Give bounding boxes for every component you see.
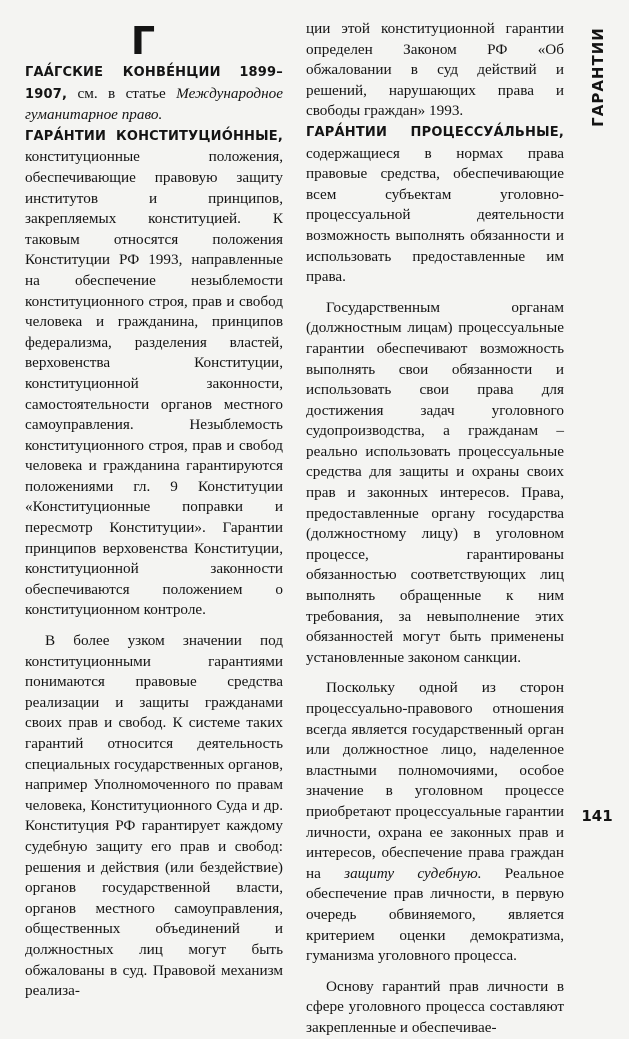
running-head-text: ГАРАНТИИ [589,27,608,127]
cross-reference-humanitarian-law[interactable]: Международное гуманитарное право. [25,84,283,124]
running-head [583,22,613,132]
headword-hague: ГАА́ГСКИЕ КОНВЕ́НЦИИ [25,65,221,80]
paragraph-text: Поскольку одной из сторон процессуально-правового отношения всегда является государственный орган или должностное лицо, наделенное властными полномочиями, особое значение в уголовном процессе приобретают процессуальные гарантии личности, охрана ее законных прав и интересов, обеспечение права граждан на [306,679,564,882]
entry-hague-conventions [25,62,283,126]
left-column [25,62,283,1002]
headword-procedural-guarantees: ГАРА́НТИИ ПРОЦЕССУА́ЛЬНЫЕ, [306,124,564,140]
headword-constitutional-guarantees: ГАРА́НТИИ КОНСТИТУЦИО́ННЫЕ, [25,128,283,144]
right-column [306,19,564,1039]
paragraph-text: Реальное обеспечение прав личности, в первую очередь обвиняемого, является критерием оценки демократизма, гуманизма уголовного процесса. [306,864,564,965]
paragraph [306,678,564,966]
cross-reference-judicial-protection[interactable]: защиту судебную. [344,864,482,882]
paragraph: Государственным органам (должностным лицам) процессуальные гарантии обеспечивают возможность выполнять свои обязанности и использовать свои права для достижения задач уголовного судопроизводства, а гражданам – реально использовать процессуальные средства для защиты и охраны своих прав и законных интересов. Права, предоставленные органу государства (должностному лицу) в уголовном процессе, гарантированы обязанностью соответствующих лиц выполнять обращенные к ним требования, за невыполнение этих обязанностей могут быть применены установленные законом санкции. [306,298,564,666]
entry-constitutional-guarantees [25,126,283,621]
entry-body: конституционные положения, обеспечивающие правовую защиту институтов и принципов, закрепляемых конституцией. К таковым относятся положения Конституции РФ 1993, направленные на обеспечение незыблемости конституционного строя, прав и свобод человека и гражданина, принципов федерализма, разделения властей, верховенства Конституции, конституционной законности, самостоятельности органов местного самоуправления. Незыблемость конституционного строя, прав и свобод человека и гражданина гарантируются положениями гл. 9 Конституции «Конституционные поправки и пересмотр Конституции». Гарантии принципов верховенства Конституции, конституционной законности обеспечиваются положением о конституционном контроле. [25,148,283,619]
paragraph-continued: ции этой конституционной гарантии определен Законом РФ «Об обжаловании в суд действий и решений, нарушающих права и свободы граждан» 1993. [306,20,564,120]
paragraph: Основу гарантий прав личности в сфере уголовного процесса составляют закрепленные и обеспечивае- [306,977,564,1036]
see-text: см. в статье [77,84,166,102]
entry-body: содержащиеся в нормах права правовые средства, обеспечивающие всем субъектам уголовно-процессуальной деятельности возможность выполнять обязанности и использовать предоставленные им права. [306,144,564,286]
paragraph: В более узком значении под конституционными гарантиями понимаются правовые средства реализации и защиты гражданами своих прав и свобод. К системе таких гарантий относится деятельность специальных государственных органов, например Уполномоченного по правам человека, Конституционного Суда и др. Конституция РФ гарантирует каждому судебную защиту его прав и свобод: решения и действия (или бездействие) органов государственной власти, органов местного самоуправления, общественных объединений и должностных лиц могут быть обжалованы в суд. Правовой механизм реализа- [25,632,283,1000]
page-number: 141 [581,807,613,825]
headword-hague-years: 1899–1907, [25,65,283,102]
section-letter: Г [130,19,156,63]
entry-procedural-guarantees [306,122,564,288]
